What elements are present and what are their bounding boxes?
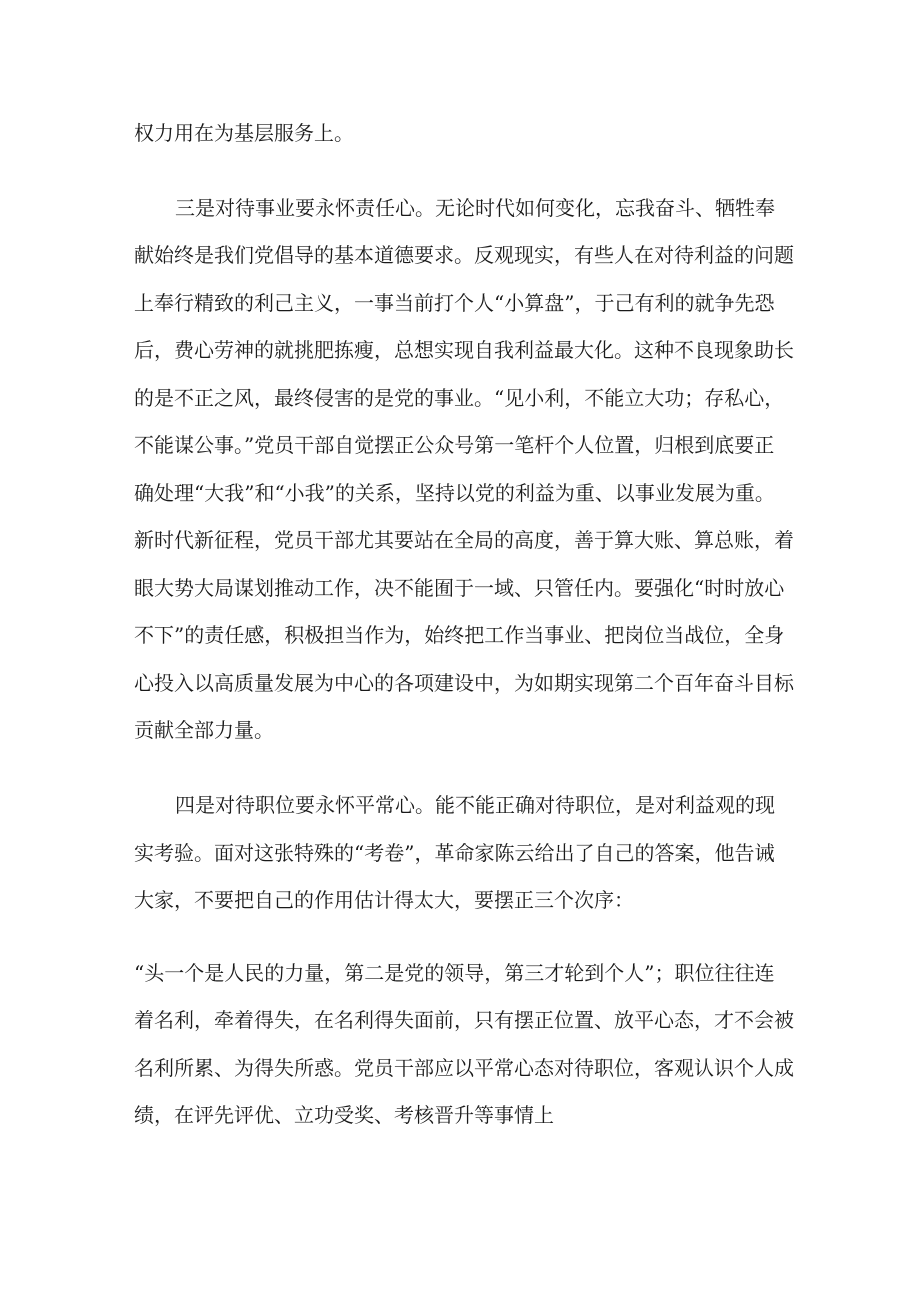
text-line: 新时代新征程，党员干部尤其要站在全局的高度，善于算大账、算总账，着 bbox=[134, 528, 794, 552]
text-line: 心投入以高质量发展为中心的各项建设中，为如期实现第二个百年奋斗目标 bbox=[134, 671, 794, 695]
text-line: 着名利，牵着得失，在名利得失面前，只有摆正位置、放平心态，才不会被 bbox=[134, 1008, 794, 1032]
text-line: “头一个是人民的力量，第二是党的领导，第三才轮到个人”；职位往往连 bbox=[134, 961, 775, 985]
text-line: 不能谋公事。”党员干部自觉摆正公众号第一笔杆个人位置，归根到底要正 bbox=[134, 433, 775, 457]
text-line: 献始终是我们党倡导的基本道德要求。反观现实，有些人在对待利益的问题 bbox=[134, 243, 794, 267]
text-line: 的是不正之风，最终侵害的是党的事业。“见小利，不能立大功；存私心， bbox=[134, 386, 785, 410]
text-line: 大家，不要把自己的作用估计得太大，要摆正三个次序： bbox=[134, 888, 634, 912]
text-line: 确处理“大我”和“小我”的关系，坚持以党的利益为重、以事业发展为重。 bbox=[134, 481, 775, 505]
text-line: 眼大势大局谋划推动工作，决不能囿于一域、只管任内。要强化“时时放心 bbox=[134, 576, 785, 600]
text-line: 绩，在评先评优、立功受奖、考核晋升等事情上 bbox=[134, 1103, 554, 1127]
text-line: 后，费心劳神的就挑肥拣瘦，总想实现自我利益最大化。这种不良现象助长 bbox=[134, 338, 794, 362]
text-line: 权力用在为基层服务上。 bbox=[134, 121, 354, 145]
text-line: 不下”的责任感，积极担当作为，始终把工作当事业、把岗位当战位，全身 bbox=[134, 623, 785, 647]
paragraph-first-line: 四是对待职位要永怀平常心。能不能正确对待职位，是对利益观的现 bbox=[175, 793, 775, 817]
paragraph-first-line: 三是对待事业要永怀责任心。无论时代如何变化，忘我奋斗、牺牲奉 bbox=[175, 196, 775, 220]
text-line: 贡献全部力量。 bbox=[134, 718, 274, 742]
text-line: 实考验。面对这张特殊的“考卷”，革命家陈云给出了自己的答案，他告诫 bbox=[134, 841, 775, 865]
text-line: 名利所累、为得失所惑。党员干部应以平常心态对待职位，客观认识个人成 bbox=[134, 1056, 794, 1080]
text-line: 上奉行精致的利己主义，一事当前打个人“小算盘”，于己有利的就争先恐 bbox=[134, 291, 775, 315]
